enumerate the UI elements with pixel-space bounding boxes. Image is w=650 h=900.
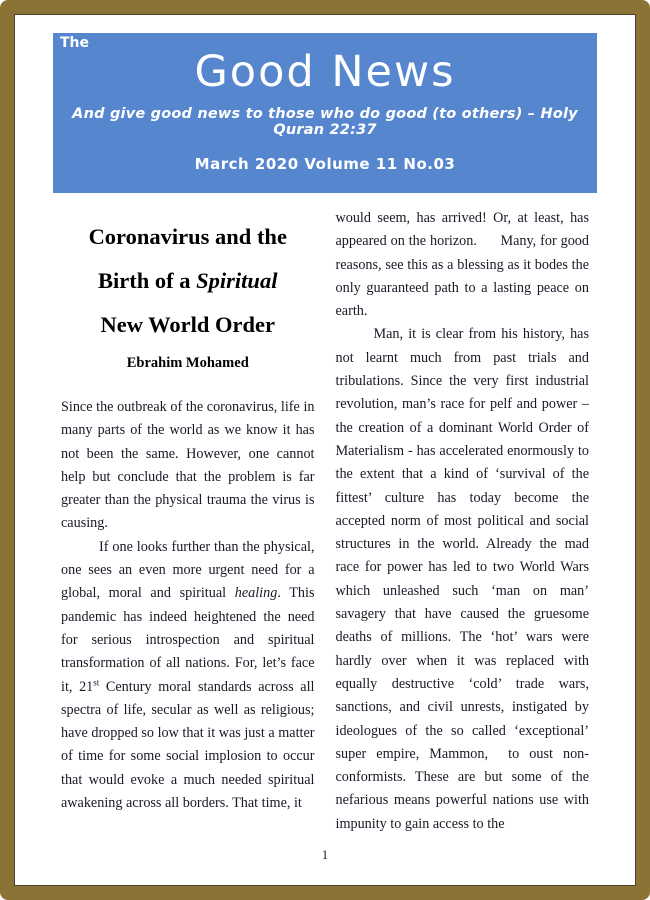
article-title-line xyxy=(61,303,315,347)
text-segment: healing xyxy=(234,585,278,602)
masthead-title: Good News xyxy=(194,47,456,97)
masthead-prefix: The xyxy=(60,35,90,51)
article-author: Ebrahim Mohamed xyxy=(126,355,249,371)
paragraph xyxy=(336,323,590,836)
left-column-paragraphs xyxy=(61,396,315,815)
text-segment: Spiritual xyxy=(196,268,278,293)
right-column-paragraphs xyxy=(336,207,590,836)
left-column xyxy=(61,207,315,836)
masthead-banner xyxy=(53,33,597,193)
text-segment: . This pandemic has indeed heightened the need for serious introspection and spiritual transformation of all nations. For, let’s face it, 21 xyxy=(61,585,315,695)
article-body xyxy=(14,207,636,836)
masthead-tagline: And give good news to those who do good (to others) – Holy Quran 22:37 xyxy=(72,106,578,138)
paragraph xyxy=(61,396,315,536)
text-segment: Man, it is clear from his history, has not learnt much from past trials and tribulations. Since the very first industrial revolution, man’s race for pelf and power – the creation of a dominant World Order of Materialism - has accelerated enormously to the extent that a kind of ‘survival of the fittest’ culture has today become the accepted norm of most political and social structures in the world. Already the mad race for power has led to two World Wars which unleashed such ‘man on man’ savagery that have caused the gruesome deaths of millions. The ‘hot’ wars were hardly over when it was replaced with equally destructive ‘cold’ trade wars, sanctions, and civil unrests, instigated by ideologues of the so called ‘exceptional’ super empire, Mammon, to oust non-conformists. These are but some of the nefarious means powerful nations use with impunity to gain access to the xyxy=(335,326,589,832)
page-number: 1 xyxy=(321,848,329,862)
right-column xyxy=(336,207,590,836)
masthead-issue: March 2020 Volume 11 No.03 xyxy=(194,155,456,173)
article-title xyxy=(61,215,315,347)
text-segment: Since the outbreak of the coronavirus, life in many parts of the world as we know it has not been the same. However, one cannot help but conclude that the problem is far greater than the physical trauma the virus is causing. xyxy=(61,399,315,532)
text-segment: Century moral standards across all spectra of life, secular as well as religious; have dropped so low that it was just a matter of time for some social implosion to occur that would evoke a much needed spiritual awakening across all borders. That time, it xyxy=(61,678,315,812)
paragraph xyxy=(336,207,590,323)
text-segment: would seem, has arrived! Or, at least, has appeared on the horizon. Many, for good reasons, see this as a blessing as it bodes the only guaranteed path to a lasting peace on earth. xyxy=(335,210,589,320)
paragraph xyxy=(61,536,315,816)
text-segment: Coronavirus and the xyxy=(88,224,287,249)
text-segment: If one looks further than the physical, one sees an even more urgent need for a global, moral and spiritual xyxy=(61,538,315,602)
text-segment: st xyxy=(93,676,100,687)
article-title-line xyxy=(61,215,315,259)
text-segment: New World Order xyxy=(100,312,276,337)
text-segment: Birth of a xyxy=(98,268,197,293)
article-title-line xyxy=(61,259,315,303)
